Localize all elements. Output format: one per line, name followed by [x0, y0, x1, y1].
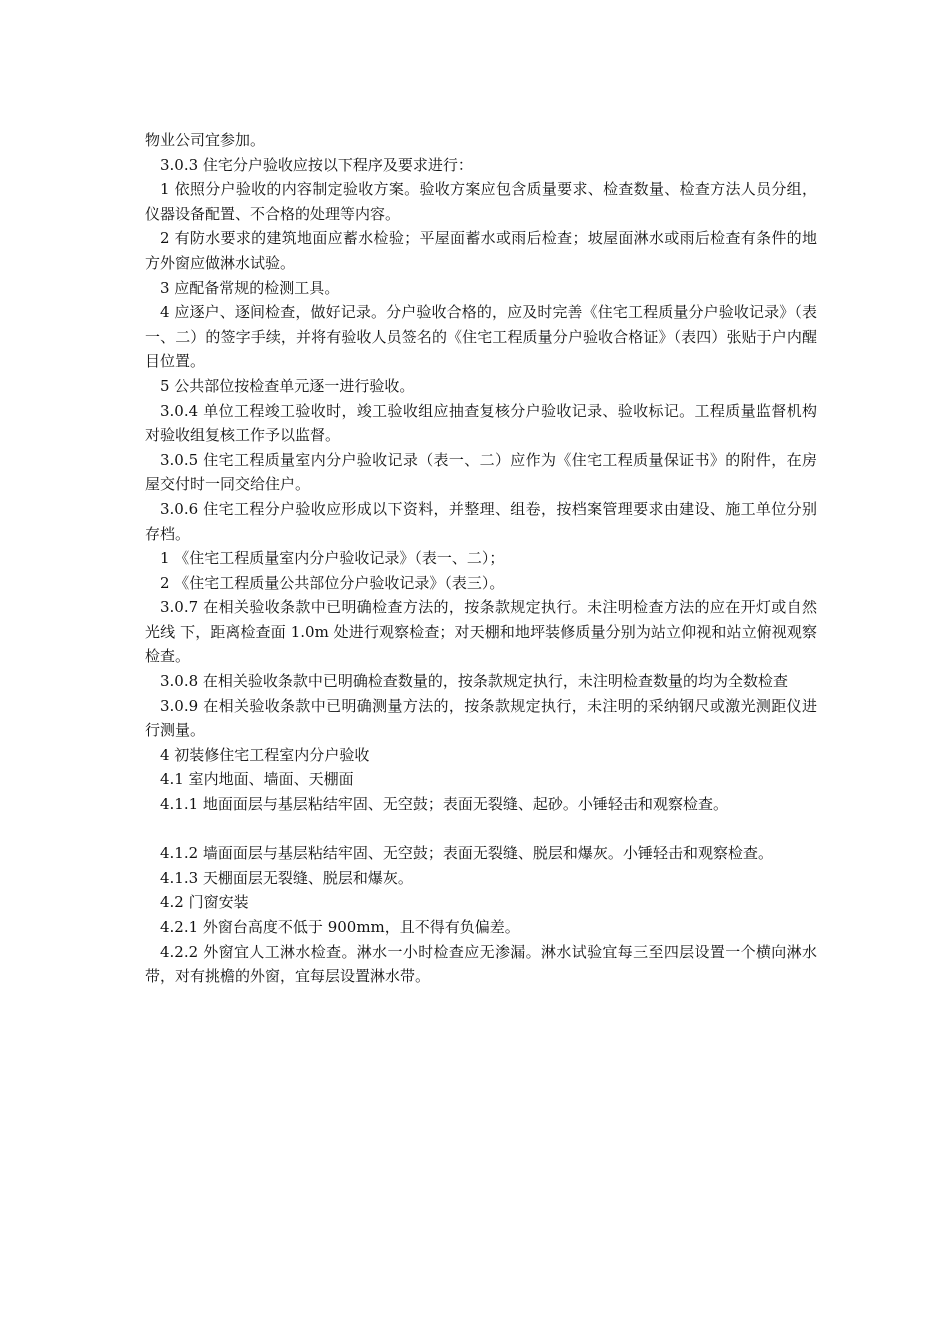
section-4-heading: 4 初装修住宅工程室内分户验收: [160, 745, 370, 764]
clause-3-0-6: 3.0.6 住宅工程分户验收应形成以下资料，并整理、组卷，按档案管理要求由建设、施工单位分别存档。: [145, 499, 817, 543]
clause-4-1-3: 4.1.3 天棚面层无裂缝、脱层和爆灰。: [160, 868, 413, 887]
clause-3-0-8: 3.0.8 在相关验收条款中已明确检查数量的，按条款规定执行，未注明检查数量的均为全数检查: [160, 672, 788, 691]
clause-3-0-9: 3.0.9 在相关验收条款中已明确测量方法的，按条款规定执行，未注明的采纳钢尺或激光测距仪进行测量。: [145, 696, 817, 740]
item-3-tools: 3 应配备常规的检测工具。: [160, 278, 340, 297]
clause-3-0-5: 3.0.5 住宅工程质量室内分户验收记录（表一、二）应作为《住宅工程质量保证书》的附件，在房屋交付时一同交给住户。: [145, 450, 817, 494]
list-item-1: 1 《住宅工程质量室内分户验收记录》（表一、二）；: [160, 549, 505, 568]
item-5-public-areas: 5 公共部位按检查单元逐一进行验收。: [160, 376, 415, 395]
section-4-1-heading: 4.1 室内地面、墙面、天棚面: [160, 770, 354, 789]
clause-3-0-7: 3.0.7 在相关验收条款中已明确检查方法的，按条款规定执行。未注明检查方法的应在开灯或自然光线 下，距离检查面 1.0m 处进行观察检查；对天棚和地坪装修质量分别为站立仰视和站立俯视观察检查。: [145, 598, 817, 666]
clause-3-0-3: 3.0.3 住宅分户验收应按以下程序及要求进行：: [160, 155, 473, 174]
list-item-2: 2 《住宅工程质量公共部位分户验收记录》（表三）。: [160, 573, 505, 592]
clause-3-0-4: 3.0.4 单位工程竣工验收时，竣工验收组应抽查复核分户验收记录、验收标记。工程质量监督机构对验收组复核工作予以监督。: [145, 401, 817, 445]
item-2-waterproof-test: 2 有防水要求的建筑地面应蓄水检验；平屋面蓄水或雨后检查；坡屋面淋水或雨后检查有条件的地方外窗应做淋水试验。: [145, 229, 817, 272]
clause-4-2-2: 4.2.2 外窗宜人工淋水检查。淋水一小时检查应无渗漏。淋水试验宜每三至四层设置一个横向淋水带，对有挑檐的外窗，宜每层设置淋水带。: [145, 942, 817, 986]
paragraph-continuation: 物业公司宜参加。: [145, 131, 266, 149]
section-4-2-heading: 4.2 门窗安装: [160, 893, 249, 912]
item-1-acceptance-plan: 1 依照分户验收的内容制定验收方案。验收方案应包含质量要求、检查数量、检查方法人员分组，仪器设备配置、不合格的处理等内容。: [145, 180, 817, 223]
clause-4-1-1: 4.1.1 地面面层与基层粘结牢固、无空鼓；表面无裂缝、起砂。小锤轻击和观察检查。: [160, 795, 728, 814]
document-body: [145, 128, 817, 989]
clause-4-2-1: 4.2.1 外窗台高度不低于 900mm，且不得有负偏差。: [160, 918, 520, 936]
clause-4-1-2: 4.1.2 墙面面层与基层粘结牢固、无空鼓；表面无裂缝、脱层和爆灰。小锤轻击和观察检查。: [160, 844, 773, 863]
blank-line: [145, 817, 817, 842]
item-4-inspection-records: 4 应逐户、逐间检查，做好记录。分户验收合格的，应及时完善《住宅工程质量分户验收记录》（表 一、二）的签字手续，并将有验收人员签名的《住宅工程质量分户验收合格证》（表四）张贴于户内醒目位置。: [145, 303, 817, 371]
